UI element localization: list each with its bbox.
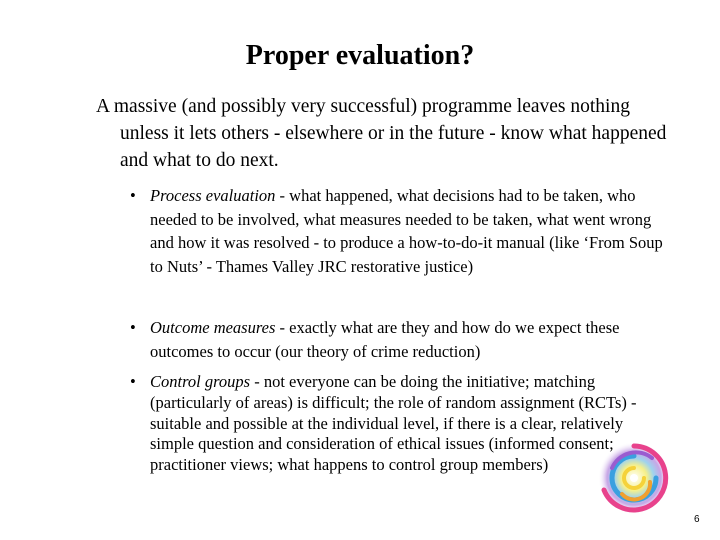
intro-paragraph: A massive (and possibly very successful) programme leaves nothing unless it lets others - elsewhere or in the future - know what happened and what to do next. [96,96,667,171]
bullet-text: - what happened, what decisions had to be taken, who needed to be involved, what measures needed to be taken, what went wrong and how it was resolved - to produce a how-to-do-it manual (like ‘From Soup to Nuts’ - Thames Valley JRC restorative justice) [150,186,663,276]
bullet-control-groups [130,372,655,476]
bullet-marker: • [130,186,136,205]
slide-title: Proper evaluation? [245,40,475,71]
bullet-process-evaluation [130,184,670,278]
bullet-term: Control groups [150,372,251,391]
bullet-marker: • [130,318,136,337]
page-number: 6 [694,514,700,525]
bullet-marker: • [130,372,136,391]
bullet-text: - exactly what are they and how do we expect these outcomes to occur (our theory of crime reduction) [150,318,620,361]
bullet-term: Outcome measures [150,318,276,337]
bullet-term: Process evaluation [150,186,276,205]
bullet-text: - not everyone can be doing the initiative; matching (particularly of areas) is difficult; the role of random assignment (RCTs) - suitable and possible at the individual level, if there is a clear, relatively simple question and consideration of ethical issues (informed consent; practitioner views; what happens to control group members) [150,372,637,475]
bullet-outcome-measures [130,316,675,363]
swirl-logo-icon [594,438,674,518]
